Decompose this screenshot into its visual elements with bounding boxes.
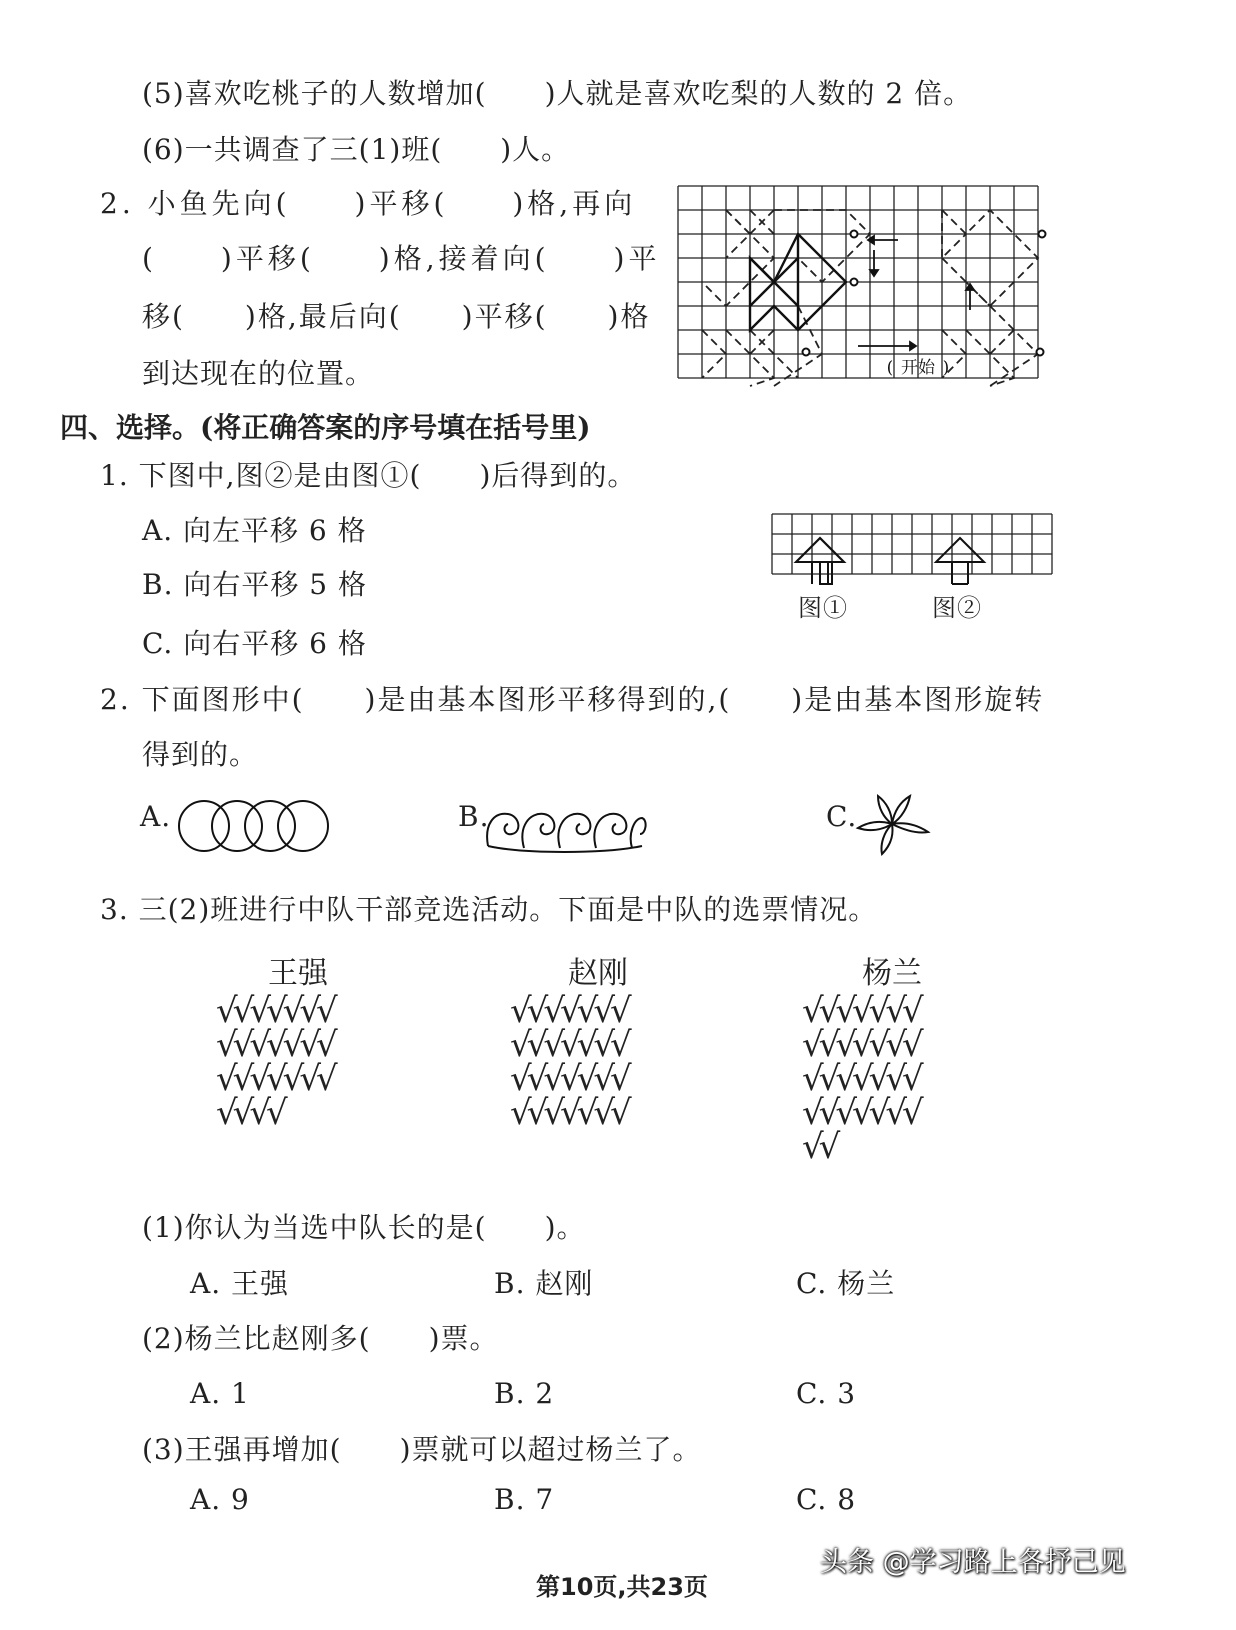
- fish-question-line4: 到达现在的位置。: [142, 357, 375, 390]
- q1-option-c: C. 向右平移 6 格: [142, 627, 367, 660]
- fish-translation-grid: [678, 186, 1058, 398]
- q3-sub2-option-a: A. 1: [190, 1377, 250, 1410]
- figure-2-label: 图②: [932, 594, 982, 622]
- fish-question-line1: 2. 小鱼先向( )平移( )格,再向: [100, 187, 637, 220]
- watermark: 头条 @学习路上各抒己见: [820, 1547, 1126, 1578]
- arrow-figure-2: [936, 538, 984, 584]
- candidate-name-zhaogang: 赵刚: [568, 956, 628, 991]
- overlapping-circles-figure: [176, 798, 332, 854]
- q2-label-c: C.: [826, 800, 858, 833]
- q1-stem: 1. 下图中,图②是由图①( )后得到的。: [100, 459, 637, 492]
- fish-question-line2: ( )平移( )格,接着向( )平: [142, 242, 661, 275]
- votes-wangqiang: √√√√√√√ √√√√√√√ √√√√√√√ √√√√: [216, 991, 333, 1133]
- section-4-title: 四、选择。(将正确答案的序号填在括号里): [60, 411, 591, 444]
- pinwheel-figure: [854, 792, 934, 856]
- q3-sub2-option-b: B. 2: [494, 1377, 555, 1410]
- figure-1-label: 图①: [798, 594, 848, 622]
- fish-eyes: [803, 231, 1046, 356]
- question-3-6: (6)一共调查了三(1)班( )人。: [142, 133, 571, 166]
- svg-text:(: (: [886, 358, 894, 378]
- q2-stem-line2: 得到的。: [142, 738, 259, 771]
- q1-option-b: B. 向右平移 5 格: [142, 568, 367, 601]
- svg-text:): ): [942, 358, 950, 378]
- q1-option-a: A. 向左平移 6 格: [142, 514, 367, 547]
- votes-yanglan: √√√√√√√ √√√√√√√ √√√√√√√ √√√√√√√ √√: [802, 991, 919, 1167]
- q3-sub3-option-a: A. 9: [190, 1483, 250, 1516]
- q3-sub3-option-b: B. 7: [494, 1483, 555, 1516]
- fish-question-line3: 移( )格,最后向( )平移( )格: [142, 300, 651, 333]
- movement-arrows: [858, 236, 974, 350]
- candidate-name-yanglan: 杨兰: [862, 956, 922, 991]
- q3-sub2-option-c: C. 3: [796, 1377, 857, 1410]
- votes-zhaogang: √√√√√√√ √√√√√√√ √√√√√√√ √√√√√√√: [510, 991, 627, 1133]
- question-3-5: (5)喜欢吃桃子的人数增加( )人就是喜欢吃梨的人数的 2 倍。: [142, 77, 973, 110]
- q3-sub2: (2)杨兰比赵刚多( )票。: [142, 1322, 499, 1355]
- q3-sub1: (1)你认为当选中队长的是( )。: [142, 1211, 586, 1244]
- q3-sub3-option-c: C. 8: [796, 1483, 857, 1516]
- q3-sub3: (3)王强再增加( )票就可以超过杨兰了。: [142, 1433, 702, 1466]
- q3-sub1-option-a: A. 王强: [190, 1267, 290, 1300]
- page-footer: 第10页,共23页: [536, 1573, 708, 1601]
- arrow-figure-1: [796, 538, 844, 584]
- arrow-translation-grid: [772, 514, 1056, 586]
- q3-sub1-option-b: B. 赵刚: [494, 1267, 594, 1300]
- q2-label-b: B.: [458, 800, 490, 833]
- spiral-wave-figure: [484, 804, 648, 854]
- candidate-name-wangqiang: 王强: [268, 956, 328, 991]
- q3-stem: 3. 三(2)班进行中队干部竞选活动。下面是中队的选票情况。: [100, 893, 878, 926]
- q2-label-a: A.: [140, 800, 172, 833]
- q2-stem-line1: 2. 下面图形中( )是由基本图形平移得到的,( )是由基本图形旋转: [100, 683, 1045, 716]
- start-label: 开始: [901, 358, 935, 378]
- q3-sub1-option-c: C. 杨兰: [796, 1267, 896, 1300]
